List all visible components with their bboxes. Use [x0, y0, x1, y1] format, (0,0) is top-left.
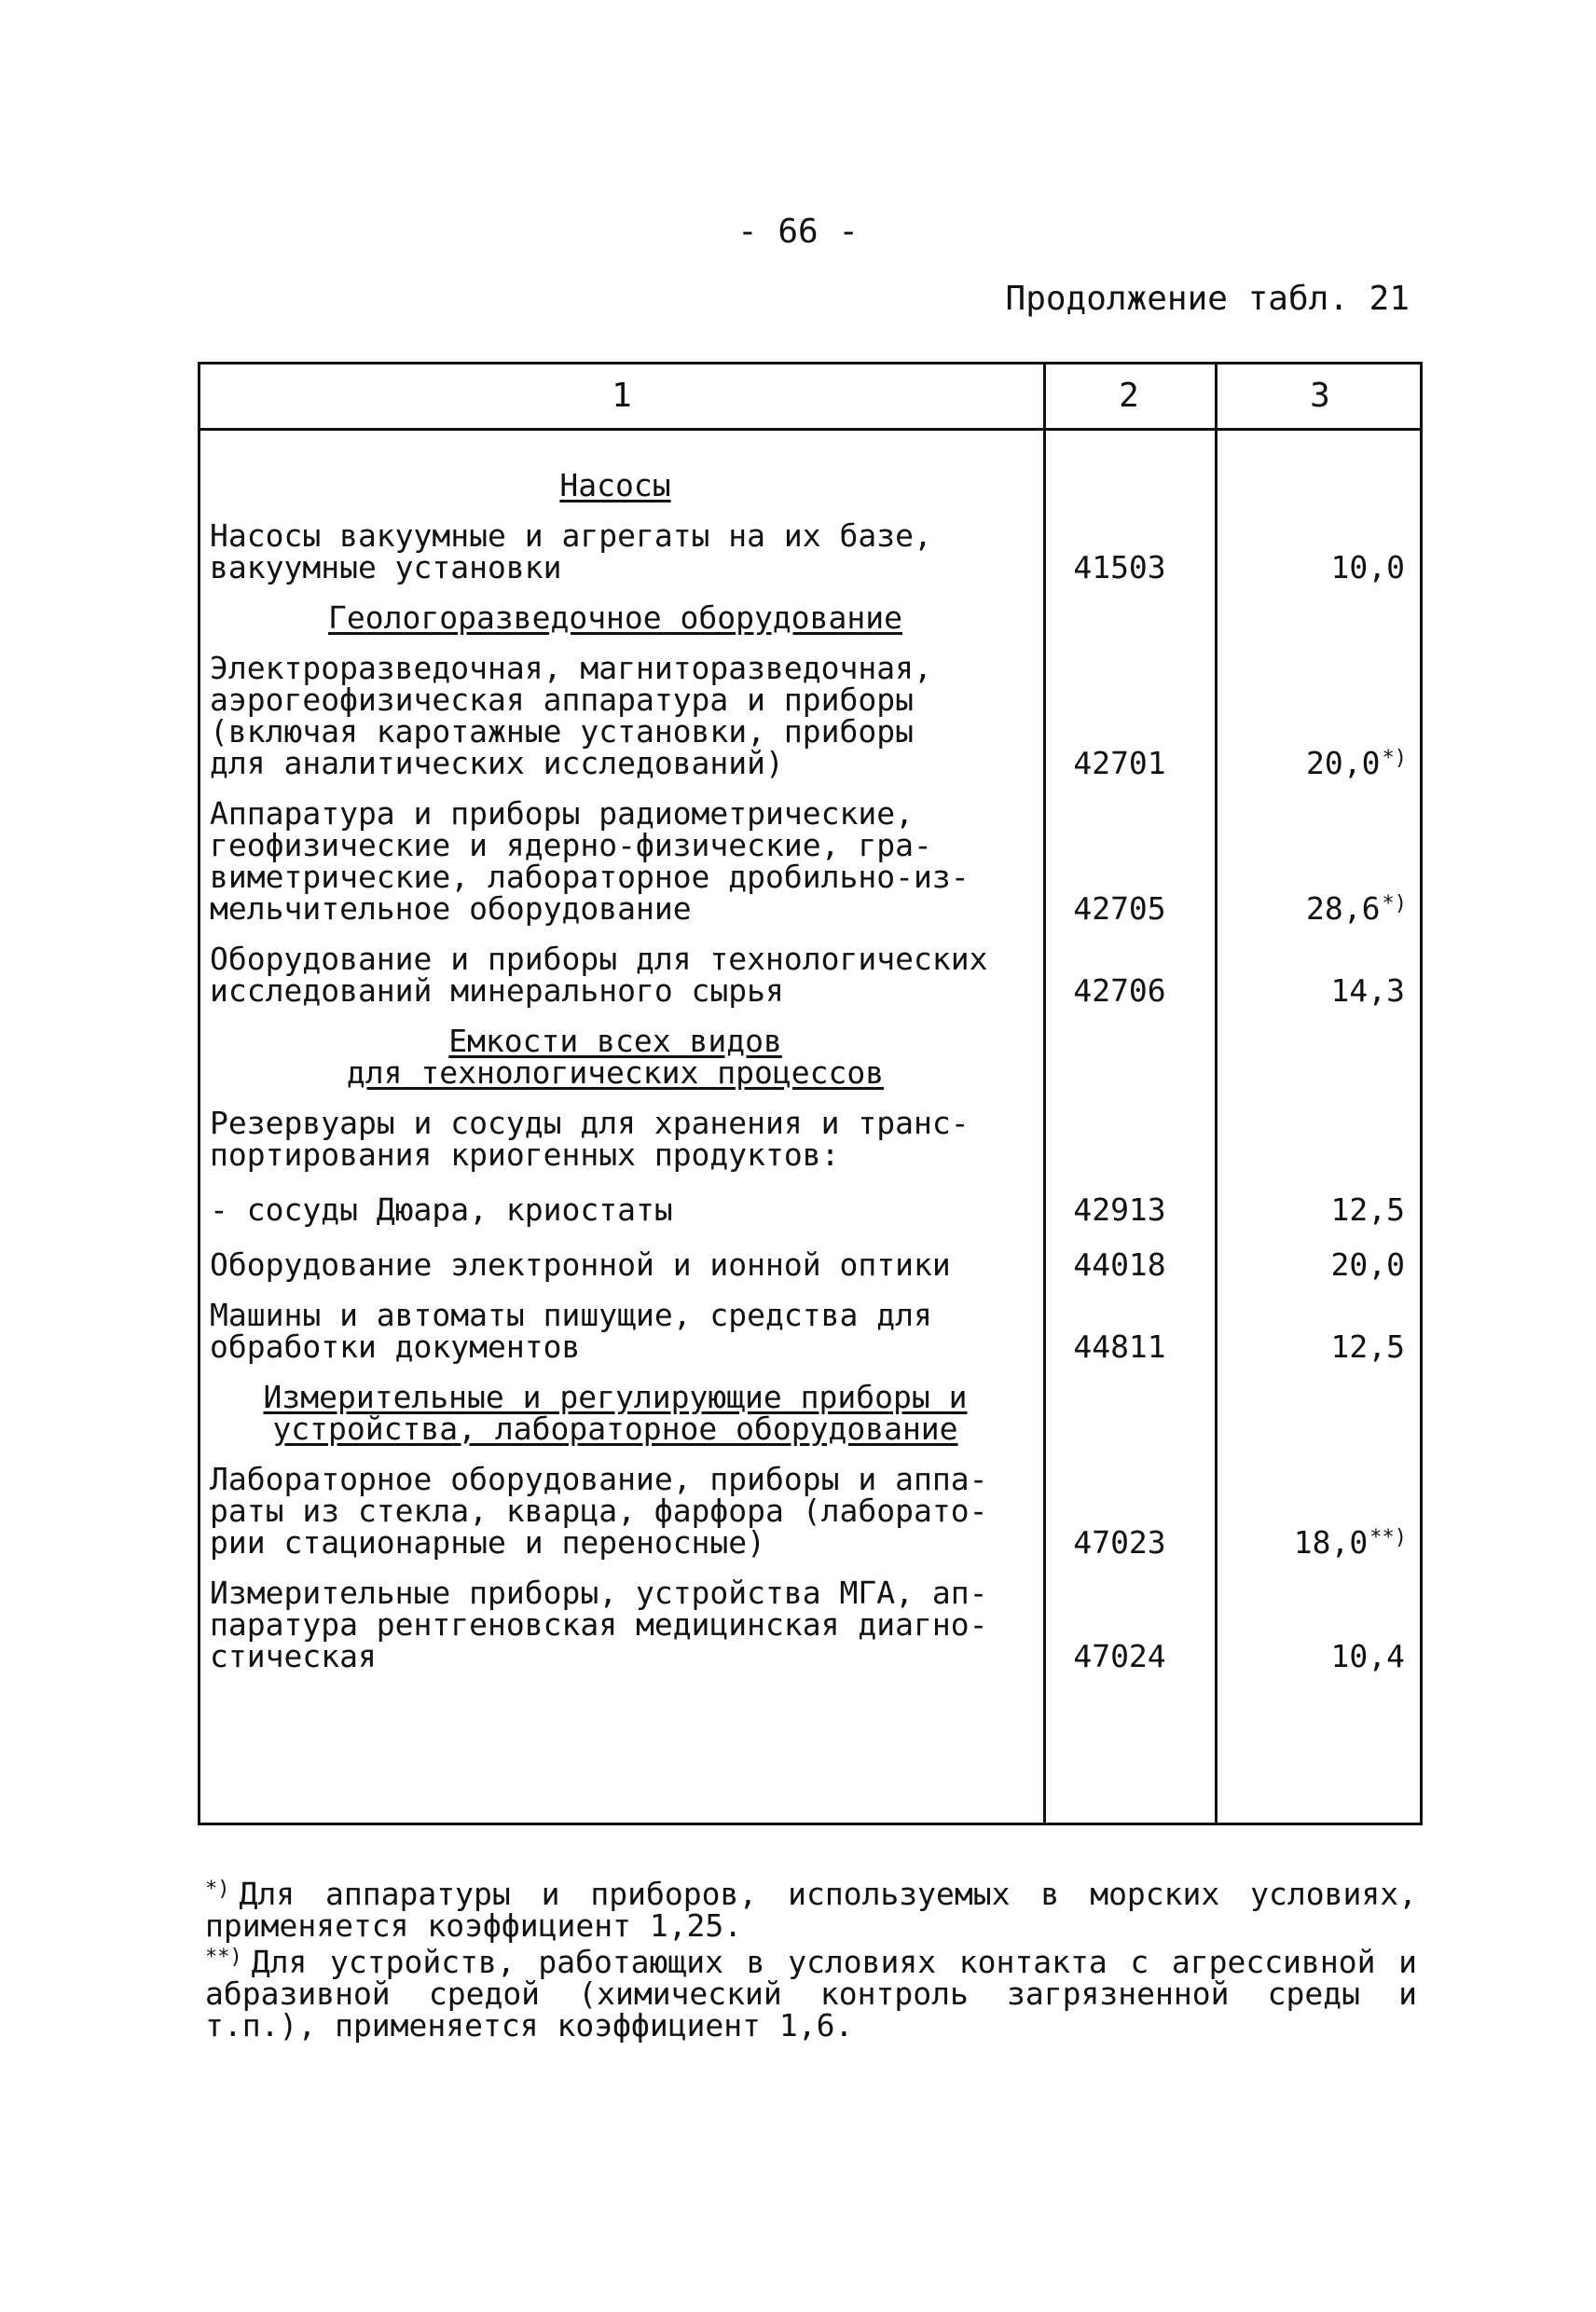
- section-title: Геологоразведочное оборудование: [328, 599, 902, 636]
- page-number: - 66 -: [736, 213, 860, 251]
- header-col-3: 3: [1310, 377, 1330, 415]
- table-row: [200, 943, 1420, 1007]
- section-heading: [200, 467, 1420, 503]
- item-description: Оборудование и приборы для технологических исследований минерального сырья: [210, 941, 988, 1009]
- footnote-text: Для устройств, работающих в условиях контакта с агрессивной и абразивной средой (химический контроль загрязненной среды и т.п.), применяется коэффициент 1,6.: [205, 1944, 1417, 2044]
- footnote-marker: *): [205, 1878, 230, 1901]
- item-value: 20,0: [1330, 1246, 1405, 1283]
- table-row: [200, 1577, 1420, 1672]
- table-row: [200, 650, 1420, 781]
- item-code: 42913: [1073, 1191, 1166, 1228]
- item-code: 44811: [1073, 1328, 1166, 1365]
- item-value: 10,4: [1330, 1638, 1405, 1674]
- footnote: [205, 1942, 1417, 2042]
- item-description: Насосы вакуумные и агрегаты на их базе, вакуумные установки: [210, 517, 932, 585]
- table-row: [200, 517, 1420, 585]
- item-value: 10,0: [1330, 549, 1405, 585]
- item-code: 42706: [1073, 972, 1166, 1009]
- item-description: Оборудование электронной и ионной оптики: [210, 1246, 951, 1283]
- footnote-marker: *): [1382, 747, 1407, 770]
- section-heading: [200, 1379, 1420, 1447]
- table-row: [200, 1105, 1420, 1173]
- table-row: [200, 1461, 1420, 1561]
- item-description: Резервуары и сосуды для хранения и транс- портирования криогенных продуктов:: [210, 1105, 970, 1173]
- section-heading: [200, 599, 1420, 636]
- footnote-marker: *): [1382, 892, 1407, 915]
- table-row: [200, 1245, 1420, 1281]
- item-value: 12,5: [1330, 1328, 1405, 1365]
- item-code: 42705: [1073, 890, 1166, 927]
- item-description: Измерительные приборы, устройства МГА, ап- паратура рентгеновская медицинская диагно- стическая: [210, 1575, 988, 1674]
- item-code: 47024: [1073, 1638, 1166, 1674]
- item-description: Машины и автоматы пишущие, средства для обработки документов: [210, 1297, 932, 1365]
- header-col-2: 2: [1119, 377, 1139, 415]
- item-code: 44018: [1073, 1246, 1166, 1283]
- footnote: [205, 1874, 1417, 1942]
- footnote-text: Для аппаратуры и приборов, используемых в морских условиях, применяется коэффициент 1,25.: [205, 1876, 1417, 1944]
- item-code: 47023: [1073, 1524, 1166, 1561]
- footnote-marker: **): [1369, 1526, 1407, 1549]
- table-row: [200, 795, 1420, 927]
- item-code: 41503: [1073, 549, 1166, 585]
- footnotes: [205, 1874, 1417, 2042]
- table-body: [200, 431, 1420, 1672]
- item-value: 14,3: [1330, 972, 1405, 1009]
- item-code: 42701: [1073, 745, 1166, 781]
- header-col-1: 1: [612, 377, 632, 415]
- item-value: 12,5: [1330, 1191, 1405, 1228]
- footnote-marker: **): [205, 1946, 242, 1969]
- item-description: - сосуды Дюара, криостаты: [210, 1191, 673, 1228]
- section-heading: [200, 1025, 1420, 1089]
- table-continuation-label: Продолжение табл. 21: [1005, 280, 1410, 318]
- section-title: Емкости всех видов для технологических процессов: [346, 1023, 885, 1091]
- table-row: [200, 1297, 1420, 1365]
- section-title: Насосы: [559, 467, 671, 503]
- item-value: [1205, 1135, 1416, 1171]
- item-value: 28,6*): [1306, 890, 1407, 927]
- item-description: Электроразведочная, магниторазведочная, аэрогеофизическая аппаратура и приборы (включая каротажные установки, приборы для аналитических исследований): [210, 650, 932, 781]
- item-description: Лабораторное оборудование, приборы и аппа- раты из стекла, кварца, фарфора (лаборато- рии стационарные и переносные): [210, 1461, 988, 1561]
- item-value: 18,0**): [1293, 1524, 1407, 1561]
- item-value: 20,0*): [1306, 745, 1407, 781]
- item-description: Аппаратура и приборы радиометрические, геофизические и ядерно-физические, гра- виметрические, лабораторное дробильно-из- мельчительное оборудование: [210, 795, 970, 927]
- section-title: Измерительные и регулирующие приборы и устройства, лабораторное оборудование: [263, 1379, 968, 1447]
- table-header-row: [200, 365, 1420, 431]
- equipment-table: [198, 362, 1423, 1825]
- table-row: [200, 1190, 1420, 1226]
